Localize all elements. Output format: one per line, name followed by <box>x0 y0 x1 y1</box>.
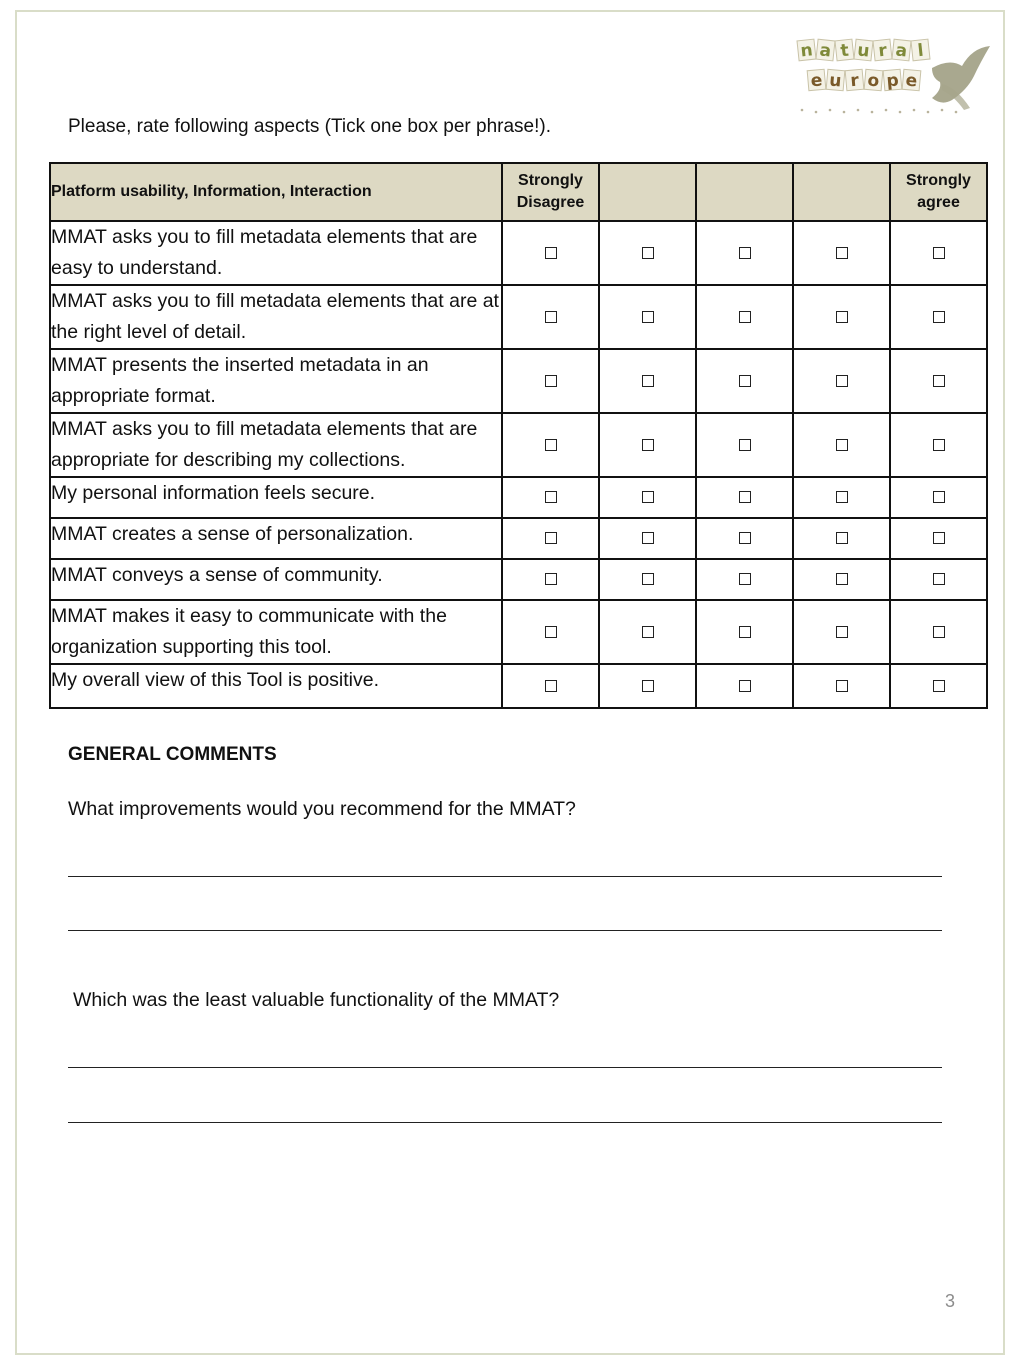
rating-cell <box>599 559 696 600</box>
rating-cell <box>696 518 793 559</box>
rating-cell <box>599 285 696 349</box>
rating-checkbox[interactable] <box>545 626 557 638</box>
rating-cell <box>599 600 696 664</box>
rating-cell <box>793 221 890 285</box>
rating-cell <box>696 477 793 518</box>
table-row <box>50 349 987 413</box>
rating-cell <box>502 477 599 518</box>
table-row <box>50 664 987 708</box>
phrase-cell: My overall view of this Tool is positive. <box>50 664 502 708</box>
scale-header-1: Strongly Disagree <box>502 163 599 221</box>
question-least-valuable: Which was the least valuable functionality of the MMAT? <box>73 989 560 1011</box>
rating-checkbox[interactable] <box>933 439 945 451</box>
rating-checkbox[interactable] <box>836 439 848 451</box>
table-row <box>50 518 987 559</box>
rating-checkbox[interactable] <box>739 491 751 503</box>
rating-checkbox[interactable] <box>642 439 654 451</box>
rating-checkbox[interactable] <box>739 680 751 692</box>
rating-cell <box>793 477 890 518</box>
rating-cell <box>502 518 599 559</box>
rating-checkbox[interactable] <box>545 247 557 259</box>
rating-checkbox[interactable] <box>545 375 557 387</box>
rating-cell <box>890 477 987 518</box>
natural-europe-logo <box>792 28 992 118</box>
rating-cell <box>890 349 987 413</box>
logo-letter: p <box>885 70 900 92</box>
rating-checkbox[interactable] <box>642 573 654 585</box>
bird-icon <box>932 46 990 103</box>
rating-checkbox[interactable] <box>836 573 848 585</box>
rating-cell <box>599 221 696 285</box>
table-row <box>50 559 987 600</box>
phrase-cell: My personal information feels secure. <box>50 477 502 518</box>
rating-checkbox[interactable] <box>739 311 751 323</box>
rating-cell <box>696 221 793 285</box>
rating-checkbox[interactable] <box>933 532 945 544</box>
logo-letter: e <box>904 70 919 92</box>
rating-checkbox[interactable] <box>545 532 557 544</box>
logo-letter: t <box>839 40 850 62</box>
rating-checkbox[interactable] <box>739 626 751 638</box>
rating-checkbox[interactable] <box>545 680 557 692</box>
rating-cell <box>890 518 987 559</box>
rating-checkbox[interactable] <box>836 375 848 387</box>
rating-cell <box>696 349 793 413</box>
table-row <box>50 413 987 477</box>
answer-line-4[interactable] <box>68 1122 942 1123</box>
rating-checkbox[interactable] <box>739 439 751 451</box>
logo-letter: u <box>856 40 871 62</box>
logo-letter: r <box>877 40 888 62</box>
rating-cell <box>696 600 793 664</box>
rating-cell <box>793 413 890 477</box>
phrase-cell: MMAT makes it easy to communicate with the organization supporting this tool. <box>50 600 502 664</box>
rating-checkbox[interactable] <box>642 626 654 638</box>
rating-checkbox[interactable] <box>739 375 751 387</box>
rating-cell <box>502 600 599 664</box>
rating-cell <box>696 559 793 600</box>
rating-cell <box>502 559 599 600</box>
rating-cell <box>599 477 696 518</box>
rating-cell <box>793 559 890 600</box>
rating-checkbox[interactable] <box>642 375 654 387</box>
scale-header-2 <box>599 163 696 221</box>
rating-cell <box>599 664 696 708</box>
logo-letter: n <box>799 40 814 62</box>
rating-checkbox[interactable] <box>836 532 848 544</box>
phrase-cell: MMAT asks you to fill metadata elements that are appropriate for describing my collections. <box>50 413 502 477</box>
rating-cell <box>599 518 696 559</box>
rating-cell <box>502 413 599 477</box>
general-comments-heading: GENERAL COMMENTS <box>68 744 277 765</box>
logo-letter: a <box>818 40 833 62</box>
rating-checkbox[interactable] <box>642 491 654 503</box>
rating-cell <box>793 600 890 664</box>
logo-letter: l <box>916 40 925 62</box>
rating-cell <box>599 413 696 477</box>
logo-letter: a <box>894 40 909 62</box>
rating-cell <box>502 285 599 349</box>
rating-cell <box>502 221 599 285</box>
rating-checkbox[interactable] <box>933 626 945 638</box>
rating-checkbox[interactable] <box>739 247 751 259</box>
rating-checkbox[interactable] <box>642 680 654 692</box>
phrase-cell: MMAT presents the inserted metadata in an appropriate format. <box>50 349 502 413</box>
logo-letter: e <box>809 70 824 92</box>
rating-checkbox[interactable] <box>545 311 557 323</box>
rating-cell <box>696 285 793 349</box>
table-header-row <box>50 163 987 221</box>
logo-letter: r <box>849 70 860 92</box>
rating-checkbox[interactable] <box>642 311 654 323</box>
rating-cell <box>599 349 696 413</box>
logo-letter: o <box>866 70 881 92</box>
phrase-cell: MMAT asks you to fill metadata elements that are at the right level of detail. <box>50 285 502 349</box>
rating-cell <box>696 664 793 708</box>
table-row <box>50 221 987 285</box>
rating-checkbox[interactable] <box>642 247 654 259</box>
aspect-column-header: Platform usability, Information, Interaction <box>50 163 502 221</box>
rating-checkbox[interactable] <box>933 375 945 387</box>
rating-checkbox[interactable] <box>642 532 654 544</box>
rating-cell <box>696 413 793 477</box>
intro-text: Please, rate following aspects (Tick one box per phrase!). <box>68 116 551 137</box>
rating-cell <box>890 221 987 285</box>
rating-checkbox[interactable] <box>836 626 848 638</box>
scale-header-4 <box>793 163 890 221</box>
rating-cell <box>793 518 890 559</box>
rating-checkbox[interactable] <box>933 491 945 503</box>
rating-cell <box>890 559 987 600</box>
rating-checkbox[interactable] <box>836 311 848 323</box>
rating-checkbox[interactable] <box>933 573 945 585</box>
rating-table <box>49 162 988 709</box>
rating-cell <box>890 664 987 708</box>
phrase-cell: MMAT asks you to fill metadata elements that are easy to understand. <box>50 221 502 285</box>
answer-line-3[interactable] <box>68 1067 942 1068</box>
rating-cell <box>793 285 890 349</box>
scale-header-3 <box>696 163 793 221</box>
rating-cell <box>502 349 599 413</box>
table-row <box>50 285 987 349</box>
rating-checkbox[interactable] <box>545 573 557 585</box>
rating-checkbox[interactable] <box>545 439 557 451</box>
rating-cell <box>502 664 599 708</box>
rating-checkbox[interactable] <box>933 680 945 692</box>
logo-letter: u <box>828 70 843 92</box>
rating-cell <box>793 349 890 413</box>
rating-checkbox[interactable] <box>739 573 751 585</box>
rating-checkbox[interactable] <box>836 247 848 259</box>
rating-checkbox[interactable] <box>836 491 848 503</box>
rating-cell <box>890 600 987 664</box>
scale-header-5: Strongly agree <box>890 163 987 221</box>
rating-checkbox[interactable] <box>739 532 751 544</box>
rating-checkbox[interactable] <box>933 311 945 323</box>
question-improvements: What improvements would you recommend for the MMAT? <box>68 798 576 820</box>
phrase-cell: MMAT creates a sense of personalization. <box>50 518 502 559</box>
rating-cell <box>890 413 987 477</box>
answer-line-1[interactable] <box>68 876 942 877</box>
rating-checkbox[interactable] <box>836 680 848 692</box>
table-row <box>50 477 987 518</box>
page-number: 3 <box>945 1291 956 1311</box>
answer-line-2[interactable] <box>68 930 942 931</box>
table-row <box>50 600 987 664</box>
rating-cell <box>890 285 987 349</box>
rating-checkbox[interactable] <box>545 491 557 503</box>
phrase-cell: MMAT conveys a sense of community. <box>50 559 502 600</box>
rating-cell <box>793 664 890 708</box>
rating-checkbox[interactable] <box>933 247 945 259</box>
